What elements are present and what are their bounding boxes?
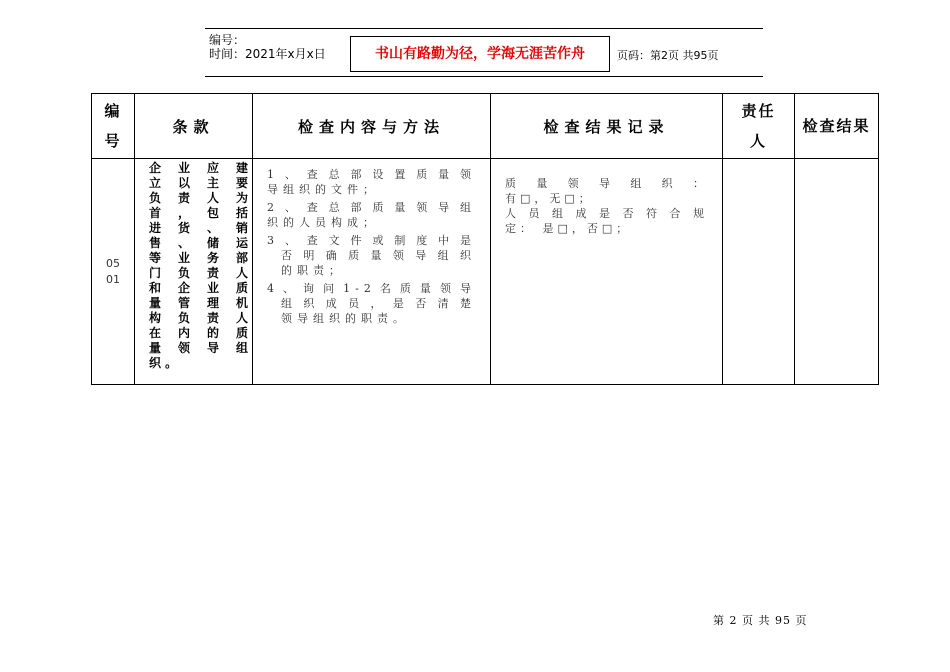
motto-text: 书山有路勤为径，学海无涯苦作舟 xyxy=(375,46,585,62)
method-item xyxy=(267,200,476,230)
method-line: 领导组织的职责。 xyxy=(281,312,409,325)
row-result-cell xyxy=(491,159,723,385)
method-line: 1、查总部设置质量领 xyxy=(267,168,476,181)
method-line: 4、询问1-2名质量领导 xyxy=(267,282,476,295)
table-row xyxy=(92,159,879,385)
row-id-text: 0501 xyxy=(106,256,120,286)
clause-line: 售 、 储 运 xyxy=(149,236,248,250)
clause-line: 量 管 理 机 xyxy=(149,296,248,310)
header-person-text: 责任人 xyxy=(741,102,776,150)
footer-page-number: 第 2 页 共 95 页 xyxy=(713,614,808,627)
row-clause-cell xyxy=(135,159,253,385)
clause-line: 立 以 主 要 xyxy=(149,176,248,190)
clause-line: 等 业 务 部 xyxy=(149,251,248,265)
header-cell-result: 检查结果记录 xyxy=(491,94,723,159)
clause-line: 负 责 人 为 xyxy=(149,191,248,205)
method-item xyxy=(267,233,476,278)
motto-box xyxy=(350,36,610,72)
clause-line: 在 内 的 质 xyxy=(149,326,248,340)
result-line: 质 量 领 导 组 织 ： xyxy=(505,177,708,190)
clause-line: 构 负 责 人 xyxy=(149,311,248,325)
method-line: 组织成员，是否清楚 xyxy=(281,297,476,310)
method-line: 2、查总部质量领导组 xyxy=(267,201,476,214)
clause-line: 门 负 责 人 xyxy=(149,266,248,280)
row-person-cell xyxy=(723,159,795,385)
method-line: 否明确质量领导组织 xyxy=(281,249,476,262)
clause-line: 进 货 、 销 xyxy=(149,221,248,235)
clause-line: 织 。 xyxy=(149,356,178,370)
doc-number-label: 编号： xyxy=(209,33,246,47)
row-method-cell xyxy=(253,159,491,385)
method-line: 的职责； xyxy=(281,264,345,277)
method-item xyxy=(267,281,476,326)
row-result2-cell xyxy=(795,159,879,385)
header-id-text: 编号 xyxy=(104,102,122,150)
clause-line: 企 业 应 建 xyxy=(149,161,248,175)
table-header-row xyxy=(92,94,879,159)
header-cell-method: 检查内容与方法 xyxy=(253,94,491,159)
row-id-cell xyxy=(92,159,135,385)
clause-line: 量 领 导 组 xyxy=(149,341,248,355)
result-line: 人员组成是否符合规 xyxy=(505,207,708,220)
method-item xyxy=(267,167,476,197)
clause-line: 和 企 业 质 xyxy=(149,281,248,295)
header-cell-person xyxy=(723,94,795,159)
header-top-rule xyxy=(205,28,763,29)
header-result2-text: 检查结果 xyxy=(802,117,871,135)
result-line: 有□，无□； xyxy=(505,192,594,205)
header-cell-id xyxy=(92,94,135,159)
result-line: 定： 是□，否□； xyxy=(505,222,632,235)
header-bottom-rule xyxy=(205,76,763,77)
header-cell-result2 xyxy=(795,94,879,159)
method-line: 3、查文件或制度中是 xyxy=(267,234,476,247)
method-line: 织的人员构成； xyxy=(267,216,379,229)
inspection-table xyxy=(91,93,879,385)
method-line: 导组织的文件； xyxy=(267,183,379,196)
header-meta xyxy=(209,33,326,61)
time-label: 时间：2021年x月x日 xyxy=(209,47,326,61)
clause-line: 首 ， 包 括 xyxy=(149,206,248,220)
header-page-label: 页码：第2页 共95页 xyxy=(617,49,719,62)
header-cell-clause: 条款 xyxy=(135,94,253,159)
